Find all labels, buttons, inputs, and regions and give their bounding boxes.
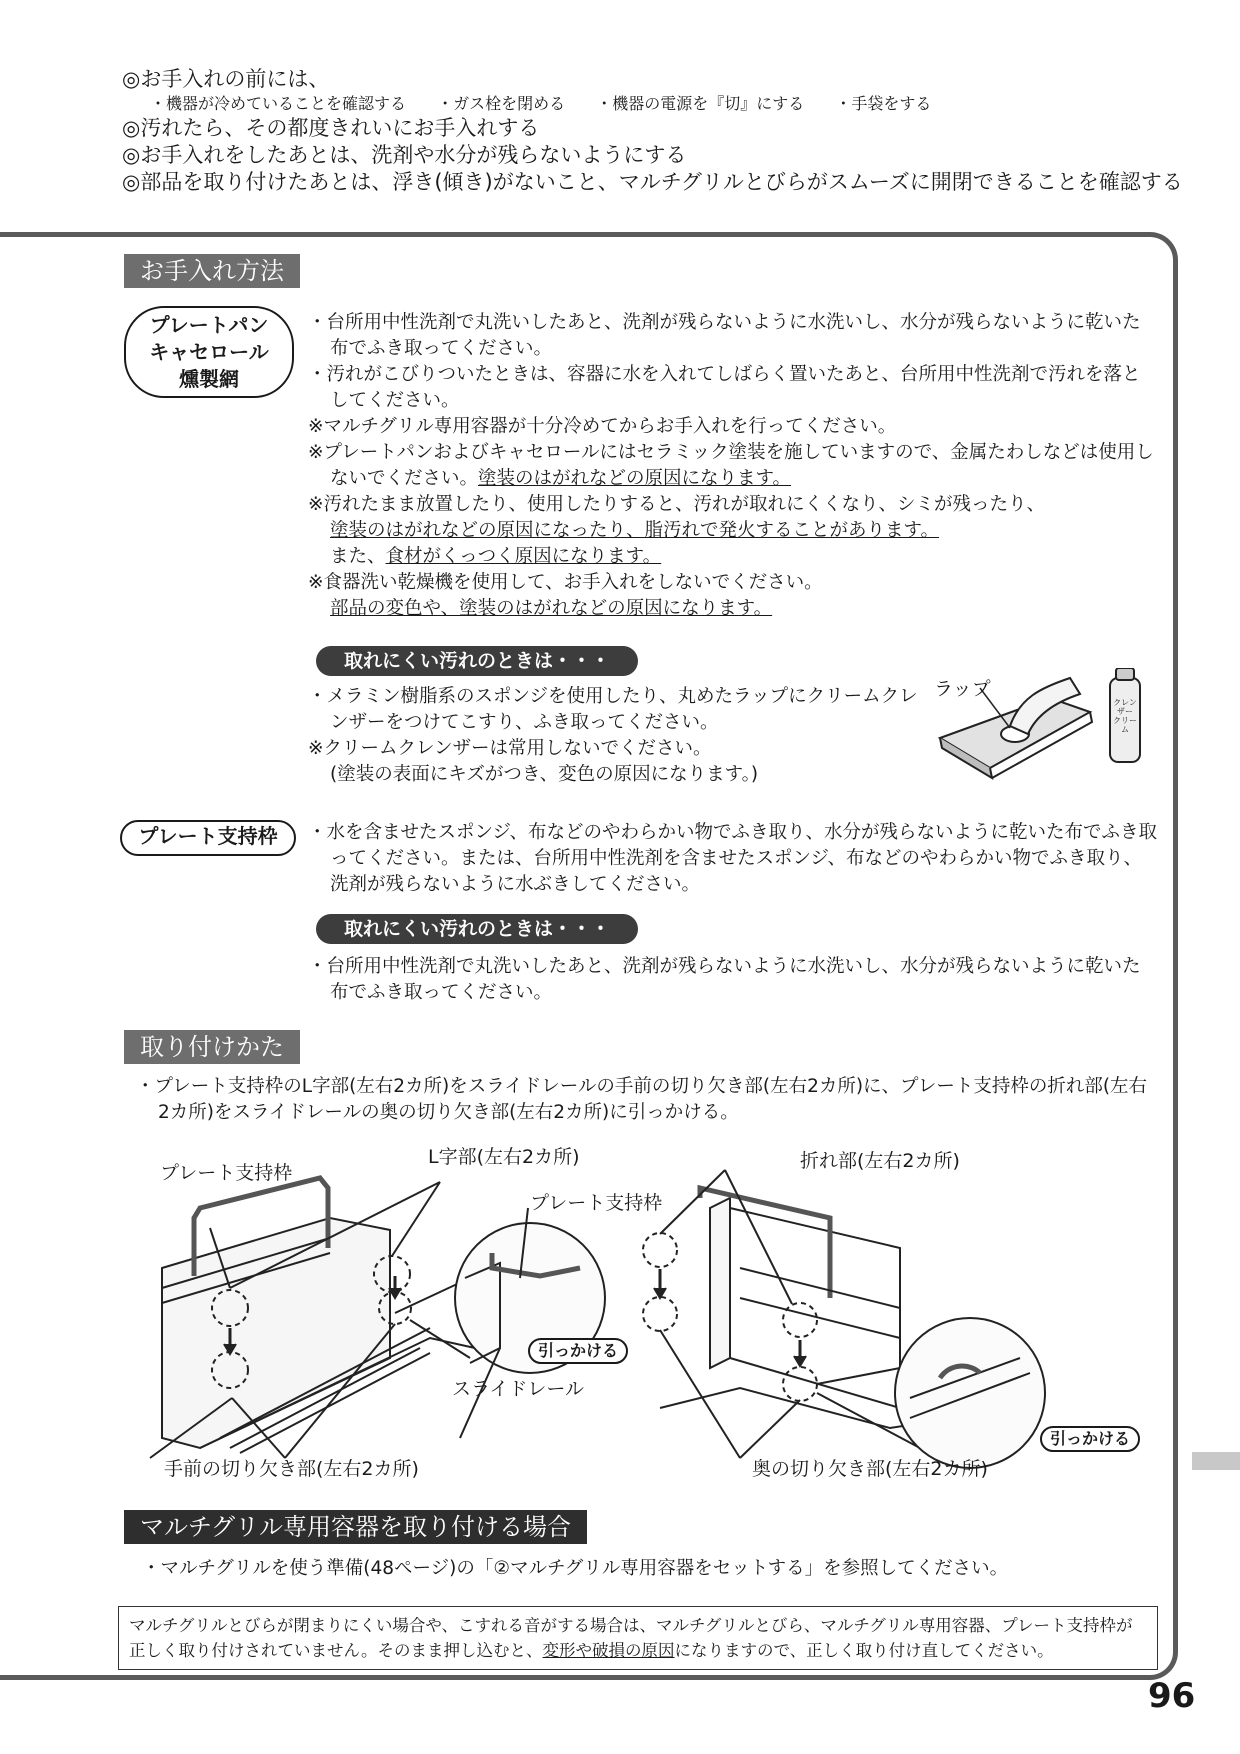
fig-front-notch-label: 手前の切り欠き部(左右2カ所) xyxy=(164,1458,419,1480)
note-underline: 発火することがあります。 xyxy=(718,520,940,541)
bullet: ・メラミン樹脂系のスポンジを使用したり、丸めたラップにクリームクレンザーをつけてこすり、ふき取ってください。 xyxy=(308,686,918,733)
note-text: ※汚れたまま放置したり、使用したりすると、汚れが取れにくくなり、シミが残ったり、 xyxy=(308,494,1046,515)
note-underline: 食材がくっつく原因になります。 xyxy=(385,546,662,567)
fig-plate-frame-label: プレート支持枠 xyxy=(160,1162,293,1184)
wrap-label: ラップ xyxy=(934,678,991,700)
bullet: ・汚れがこびりついたときは、容器に水を入れてしばらく置いたあと、台所用中性洗剤で汚れを落としてください。 xyxy=(308,364,1141,411)
stubborn-dirt-instructions xyxy=(308,684,920,788)
plate-frame-instructions xyxy=(308,820,1158,898)
check-item: ・機器が冷めていることを確認する xyxy=(150,94,407,113)
fig-hook-badge: 引っかける xyxy=(528,1338,628,1364)
bullet: ・プレート支持枠のL字部(左右2カ所)をスライドレールの手前の切り欠き部(左右2カ所)に、プレート支持枠の折れ部(左右2カ所)をスライドレールの奥の切り欠き部(左右2カ所)に引っかける。 xyxy=(136,1076,1148,1123)
care-heading: お手入れ方法 xyxy=(124,254,300,288)
fig-l-part-label: L字部(左右2カ所) xyxy=(428,1146,580,1168)
fig-fold-part-label: 折れ部(左右2カ所) xyxy=(800,1150,960,1172)
fig-slide-rail-label: スライドレール xyxy=(452,1378,585,1400)
cleanser-text: クレンザー xyxy=(1113,698,1137,716)
check-item: ・ガス栓を閉める xyxy=(437,94,566,113)
warning-text: になりますので、正しく取り付け直してください。 xyxy=(674,1641,1054,1660)
stubborn-dirt-pill: 取れにくい汚れのときは・・・ xyxy=(316,646,638,676)
bullet: ・台所用中性洗剤で丸洗いしたあと、洗剤が残らないように水洗いし、水分が残らないように乾いた布でふき取ってください。 xyxy=(308,312,1141,359)
note-text: また、 xyxy=(330,546,386,567)
bullet: ・台所用中性洗剤で丸洗いしたあと、洗剤が残らないように水洗いし、水分が残らないように乾いた布でふき取ってください。 xyxy=(308,956,1141,1003)
note-cont xyxy=(308,544,1158,570)
plate-pan-label xyxy=(124,306,294,398)
note: ※クリームクレンザーは常用しないでください。 xyxy=(308,738,712,759)
wrap-cleaning-illustration xyxy=(930,668,1148,788)
note-underline: 塗装のはがれなどの原因になります。 xyxy=(478,468,792,489)
warning-box xyxy=(118,1606,1158,1670)
side-tab-marker xyxy=(1192,1452,1240,1470)
install-heading: 取り付けかた xyxy=(124,1030,300,1064)
plate-pan-instructions xyxy=(308,310,1158,622)
fig-plate-frame-label-2: プレート支持枠 xyxy=(530,1192,663,1214)
warning-underline: 変形や破損の原因 xyxy=(542,1641,675,1660)
bullet: ・水を含ませたスポンジ、布などのやわらかい物でふき取り、水分が残らないように乾いた布でふき取ってください。または、台所用中性洗剤を含ませたスポンジ、布などのやわらかい物でふき取り、洗剤が残らないように水ぶきしてください。 xyxy=(308,822,1158,895)
intro-line-4: ◎部品を取り付けたあとは、浮き(傾き)がないこと、マルチグリルとびらがスムーズに開閉できることを確認する xyxy=(122,170,1183,194)
intro-line-3: ◎お手入れをしたあとは、洗剤や水分が残らないようにする xyxy=(122,143,687,167)
check-item: ・手袋をする xyxy=(835,94,932,113)
install-diagram xyxy=(140,1148,1160,1488)
label-line: プレートパン xyxy=(149,313,269,337)
label-line: 燻製網 xyxy=(179,367,239,391)
fig-hook-badge-2: 引っかける xyxy=(1040,1426,1140,1452)
intro-section xyxy=(122,66,1202,196)
note xyxy=(308,440,1158,492)
install-instructions xyxy=(136,1074,1156,1126)
note-text: ※プレートパンおよびキャセロールにはセラミック塗装を施していますので、金属たわしなどは使用しないでください。 xyxy=(308,442,1154,489)
plate-frame-stubborn-instructions xyxy=(308,954,1158,1006)
note xyxy=(308,492,1158,518)
plate-frame-label: プレート支持枠 xyxy=(120,820,296,856)
check-item: ・機器の電源を『切』にする xyxy=(596,94,805,113)
note: ※マルチグリル専用容器が十分冷めてからお手入れを行ってください。 xyxy=(308,416,897,437)
warning-text: マルチグリルとびらが閉まりにくい場合や、こすれる音がする場合は、マルチグリルとびら、マルチグリル専用容器、プレート支持枠が正しく取り付けされていません。そのまま押し込むと、 xyxy=(129,1616,1133,1660)
fig-back-notch-label: 奥の切り欠き部(左右2カ所) xyxy=(752,1458,988,1480)
multi-grill-instructions xyxy=(142,1556,1142,1582)
stubborn-dirt-pill: 取れにくい汚れのときは・・・ xyxy=(316,914,638,944)
note-cont xyxy=(308,518,1158,544)
bullet: ・マルチグリルを使う準備(48ページ)の「②マルチグリル専用容器をセットする」を参照してください。 xyxy=(142,1558,1009,1579)
page-number: 96 xyxy=(1148,1676,1196,1716)
intro-line-2: ◎汚れたら、その都度きれいにお手入れする xyxy=(122,116,540,140)
intro-line-1: ◎お手入れの前には、 xyxy=(122,67,330,91)
intro-checklist xyxy=(122,93,1202,115)
cleanser-bottle-label xyxy=(1113,698,1137,734)
cream-text: クリーム xyxy=(1113,716,1137,734)
note-cont: (塗装の表面にキズがつき、変色の原因になります。) xyxy=(330,764,759,785)
note-underline: 塗装のはがれなどの原因になったり、脂汚れで xyxy=(330,520,719,541)
label-line: キャセロール xyxy=(149,340,269,364)
note: ※食器洗い乾燥機を使用して、お手入れをしないでください。 xyxy=(308,572,823,593)
note-underline: 部品の変色や、塗装のはがれなどの原因になります。 xyxy=(330,598,773,619)
multi-grill-heading: マルチグリル専用容器を取り付ける場合 xyxy=(124,1510,587,1544)
